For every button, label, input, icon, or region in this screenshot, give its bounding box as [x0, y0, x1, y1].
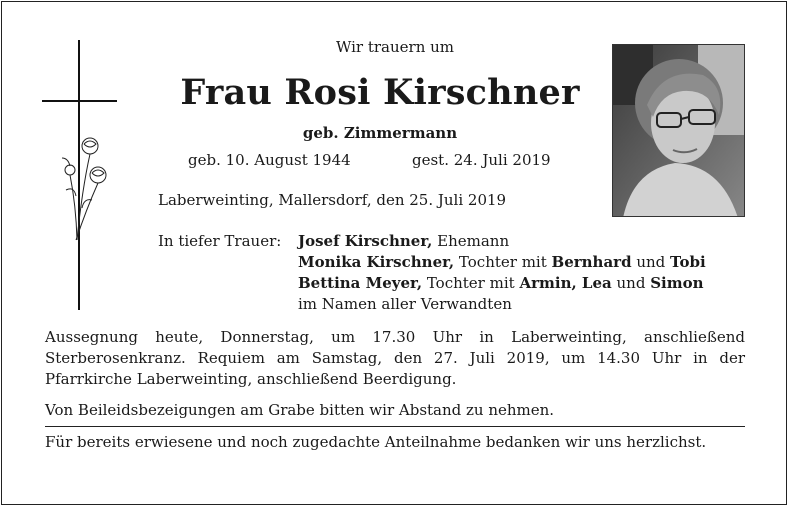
mourner-name: Monika Kirschner,: [298, 253, 455, 271]
service-info: Aussegnung heute, Donnerstag, um 17.30 Uhr in Laberweinting, anschließend Sterberosenkranz. Requiem am Samstag, den 27. Juli 2019, um 14.30 Uhr in der Pfarrkirche Laberweinting, anschließend Beerdigung.: [45, 328, 745, 388]
mourner-relation: Ehemann: [432, 232, 510, 250]
place-and-date: Laberweinting, Mallersdorf, den 25. Juli 2019: [158, 191, 507, 209]
mourner-line: [298, 253, 706, 271]
mourner-relation: im Namen aller Verwandten: [298, 295, 512, 313]
mourner-name: Tobi: [670, 253, 706, 271]
deceased-name: Frau Rosi Kirschner: [180, 72, 580, 113]
thanks-text: Für bereits erwiesene und noch zugedachte Anteilnahme bedanken wir uns herzlichst.: [45, 433, 707, 451]
mourner-name: Josef Kirschner,: [298, 232, 433, 250]
condolence-request: Von Beileidsbezeigungen am Grabe bitten wir Abstand zu nehmen.: [45, 401, 555, 419]
death-date: gest. 24. Juli 2019: [412, 151, 551, 169]
birth-date: geb. 10. August 1944: [188, 151, 351, 169]
portrait-photo: [612, 44, 745, 217]
mourner-relation: Tochter mit: [454, 253, 552, 271]
mourner-line: [298, 232, 509, 250]
mourner-name: Bettina Meyer,: [298, 274, 423, 292]
intro-text: Wir trauern um: [335, 38, 455, 56]
mourner-relation: und: [631, 253, 671, 271]
mourner-relation: und: [611, 274, 651, 292]
divider: [45, 426, 745, 427]
mourner-name: Armin, Lea: [519, 274, 612, 292]
mourners-label: In tiefer Trauer:: [158, 232, 282, 250]
mourner-line: [298, 295, 512, 313]
mourner-name: Simon: [650, 274, 704, 292]
maiden-name: geb. Zimmermann: [302, 124, 458, 142]
mourner-name: Bernhard: [551, 253, 632, 271]
mourner-relation: Tochter mit: [422, 274, 520, 292]
mourner-line: [298, 274, 704, 292]
